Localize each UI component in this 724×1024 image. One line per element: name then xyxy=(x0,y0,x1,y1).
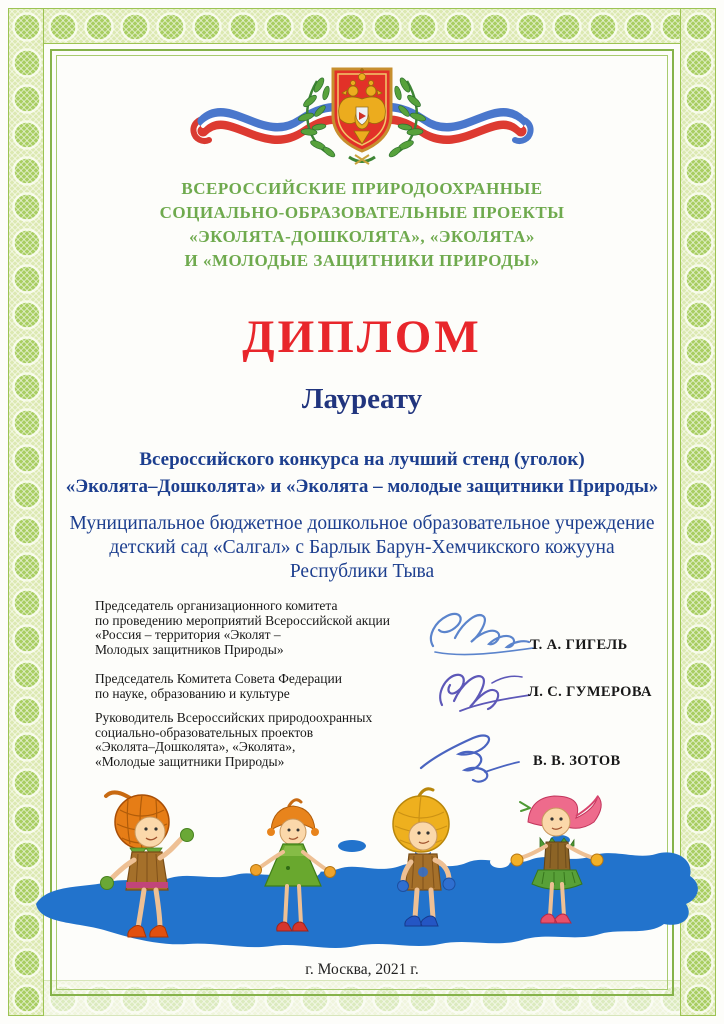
signature-3-icon xyxy=(415,728,525,783)
signatory-3-title-line: «Эколята–Дошколята», «Эколята», xyxy=(95,739,296,755)
award-line-2: «Эколята–Дошколята» и «Эколята – молодые защитники Природы» xyxy=(65,476,659,497)
border-band-top xyxy=(8,8,716,44)
signatory-1-title-line: Председатель организационного комитета xyxy=(95,598,338,613)
signatory-2-title-line: Председатель Комитета Совета Федерации xyxy=(95,671,342,686)
header-line-1: ВСЕРОССИЙСКИЕ ПРИРОДООХРАННЫЕ xyxy=(181,179,543,198)
signatory-3-title xyxy=(95,711,455,769)
signature-1-icon xyxy=(425,602,540,664)
organization-line-1: Муниципальное бюджетное дошкольное образовательное учреждение xyxy=(69,513,655,534)
signatory-1-title-line: по проведению мероприятий Всероссийской акции xyxy=(95,612,390,628)
signatory-2-title xyxy=(95,672,455,701)
header-line-3: «ЭКОЛЯТА-ДОШКОЛЯТА», «ЭКОЛЯТА» xyxy=(189,227,535,246)
award-line-1: Всероссийского конкурса на лучший стенд (уголок) xyxy=(139,449,585,470)
signatory-2-title-line: по науке, образованию и культуре xyxy=(95,685,290,701)
diploma-title: ДИПЛОМ xyxy=(242,311,482,363)
organization-line-3: Республики Тыва xyxy=(289,561,435,582)
signatory-3-name: В. В. ЗОТОВ xyxy=(533,753,621,769)
signatory-2-name: Л. С. ГУМЕРОВА xyxy=(528,684,652,700)
recipient-label: Лауреату xyxy=(301,383,423,415)
signatory-1-title xyxy=(95,599,455,657)
signatory-1-name: Т. А. ГИГЕЛЬ xyxy=(530,637,628,653)
organization-line-2: детский сад «Салгал» с Барлык Барун-Хемчикского кожууна xyxy=(109,537,615,558)
signatory-1-title-line: Молодых защитников Природы» xyxy=(95,641,284,657)
signatory-1-title-line: «Россия – территория «Эколят – xyxy=(95,627,281,643)
ekolyata-mascots-illustration xyxy=(0,780,724,972)
header-line-2: СОЦИАЛЬНО-ОБРАЗОВАТЕЛЬНЫЕ ПРОЕКТЫ xyxy=(159,203,565,222)
signatory-3-title-line: «Молодые защитники Природы» xyxy=(95,753,285,769)
signatory-3-title-line: Руководитель Всероссийских природоохранных xyxy=(95,710,373,725)
signature-2-icon xyxy=(432,665,537,717)
coat-of-arms-icon xyxy=(189,57,535,169)
shield-icon xyxy=(333,68,391,151)
header-line-4: И «МОЛОДЫЕ ЗАЩИТНИКИ ПРИРОДЫ» xyxy=(184,251,540,270)
footer-place-date: г. Москва, 2021 г. xyxy=(305,961,419,978)
signatory-3-title-line: социально-образовательных проектов xyxy=(95,724,314,740)
